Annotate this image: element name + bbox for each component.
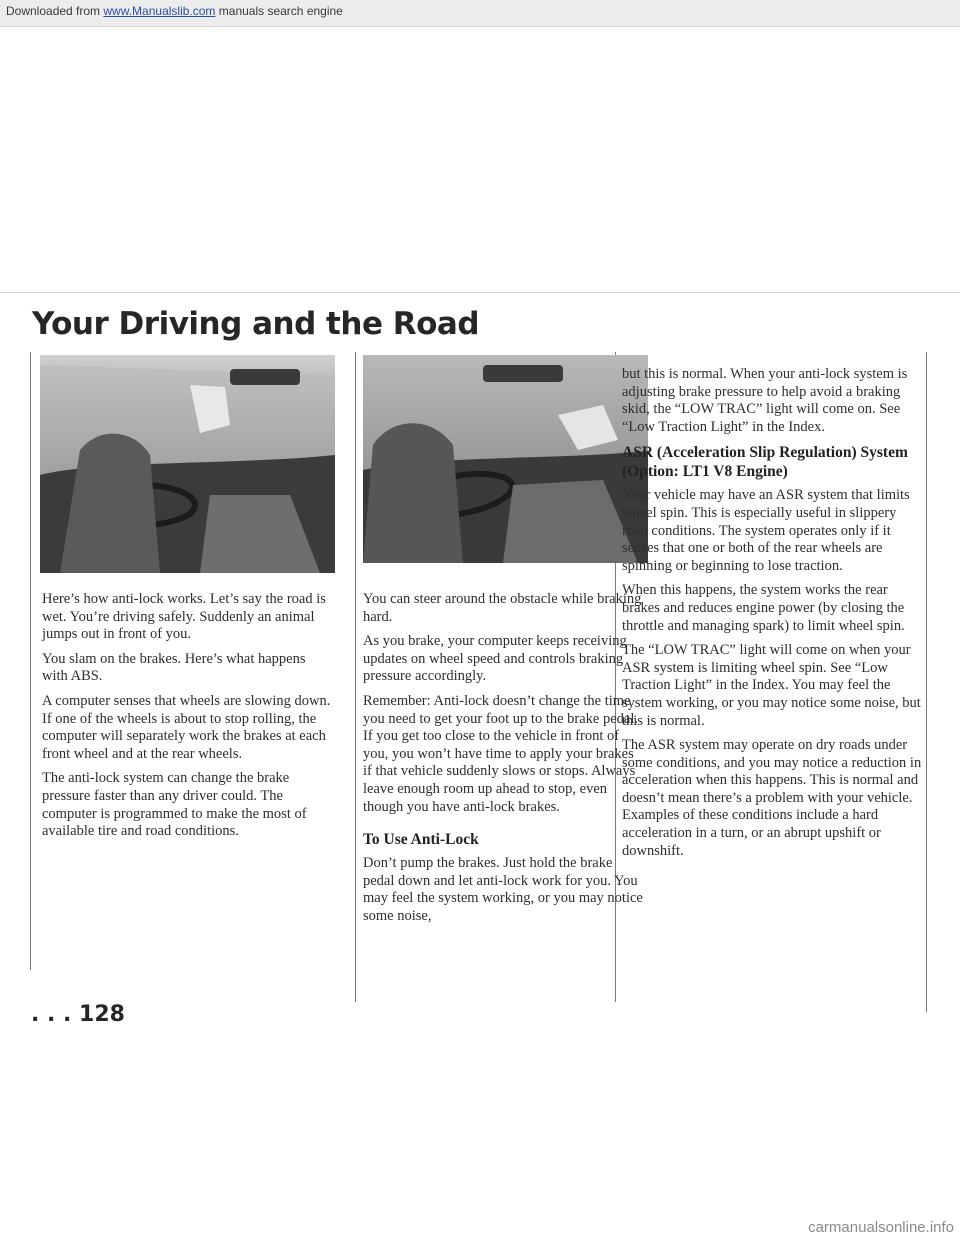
column-divider-left <box>30 352 31 970</box>
page-title: Your Driving and the Road <box>32 306 480 342</box>
paragraph: Remember: Anti-lock doesn’t change the time you need to get your foot up to the brake pedal. If you get too close to the vehicle in front of you, you won’t have time to apply your brakes if that vehicle suddenly slows or stops. Always leave enough room up ahead to stop, even though you have anti-lock brakes. <box>363 692 639 815</box>
paragraph: Here’s how anti-lock works. Let’s say the road is wet. You’re driving safely. Suddenly an animal jumps out in front of you. <box>42 591 326 643</box>
paragraph: You slam on the brakes. Here’s what happens with ABS. <box>42 650 306 685</box>
paragraph: The “LOW TRAC” light will come on when your ASR system is limiting wheel spin. See “Low Traction Light” in the Index. You may feel the system working, or you may notice some noise, but this is normal. <box>622 642 921 729</box>
paragraph: Don’t pump the brakes. Just hold the brake pedal down and let anti-lock work for you. You may feel the system working, or you may notice some noise, <box>363 855 643 924</box>
subheading-to-use-anti-lock: To Use Anti-Lock <box>363 831 479 849</box>
top-divider <box>0 292 960 293</box>
paragraph: A computer senses that wheels are slowing down. If one of the wheels is about to stop rolling, the computer will separately work the brakes at each front wheel and at the rear wheels. <box>42 692 331 762</box>
paragraph: The ASR system may operate on dry roads under some conditions, and you may notice a reduction in acceleration when this happens. This is normal and doesn’t mean there’s a problem with your vehicle. Examples of these conditions include a hard acceleration in a turn, or an abrupt upshift or downshift. <box>622 737 922 859</box>
column-divider-middle <box>355 352 356 1002</box>
download-prefix: Downloaded from <box>6 4 104 18</box>
paragraph: The anti-lock system can change the brake pressure faster than any driver could. The computer is programmed to make the most of available tire and road conditions. <box>42 770 307 840</box>
page-number: . . . 128 <box>31 1002 125 1027</box>
paragraph: When this happens, the system works the rear brakes and reduces engine power (by closing the throttle and managing spark) to limit wheel spin. <box>622 582 905 634</box>
download-suffix: manuals search engine <box>215 4 343 18</box>
illustration-animal-ahead <box>40 355 335 573</box>
illustration-steering-around <box>363 355 648 563</box>
watermark: carmanualsonline.info <box>808 1219 954 1236</box>
column-3 <box>622 366 922 867</box>
column-divider-far-right <box>926 352 927 1012</box>
paragraph: You can steer around the obstacle while braking hard. <box>363 591 642 625</box>
manualslib-link[interactable]: www.Manualslib.com <box>103 4 216 18</box>
column-1 <box>42 591 332 848</box>
paragraph: As you brake, your computer keeps receiving updates on wheel speed and controls braking pressure accordingly. <box>363 633 627 685</box>
column-2 <box>363 591 646 933</box>
download-note <box>6 4 343 18</box>
heading-asr-system: ASR (Acceleration Slip Regulation) System (Option: LT1 V8 Engine) <box>622 444 908 481</box>
paragraph: but this is normal. When your anti-lock system is adjusting brake pressure to help avoid a braking skid, the “LOW TRAC” light will come on. See “Low Traction Light” in the Index. <box>622 366 908 435</box>
download-banner <box>0 0 960 27</box>
paragraph: Your vehicle may have an ASR system that limits wheel spin. This is especially useful in slippery road conditions. The system operates only if it senses that one or both of the rear wheels are spinning or beginning to lose traction. <box>622 487 910 574</box>
